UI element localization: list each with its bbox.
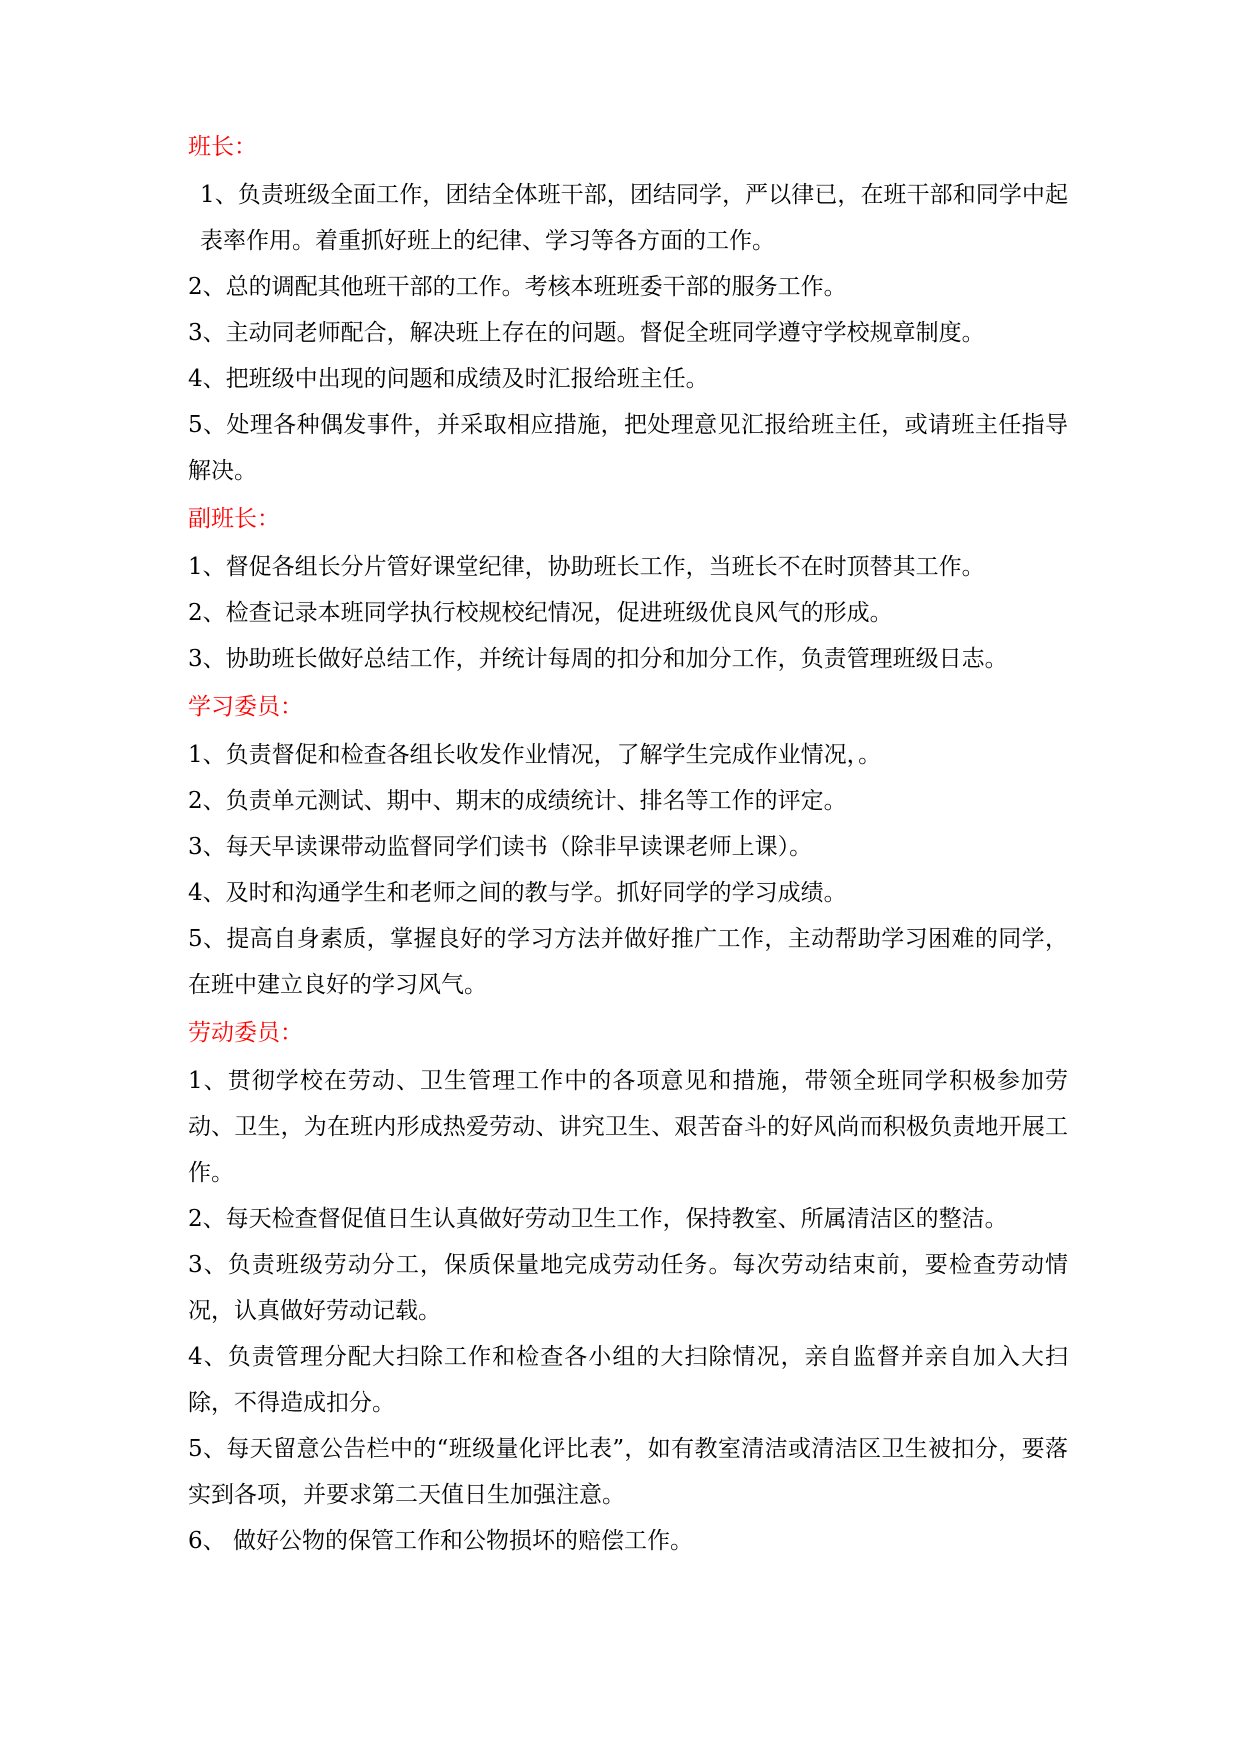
duty-item: 3、每天早读课带动监督同学们读书（除非早读课老师上课）。 (188, 834, 813, 860)
duty-item: 6、 做好公物的保管工作和公物损坏的赔偿工作。 (188, 1528, 693, 1554)
duty-item: 4、及时和沟通学生和老师之间的教与学。抓好同学的学习成绩。 (188, 880, 847, 906)
duty-item: 1、负责督促和检查各组长收发作业情况，了解学生完成作业情况，。 (188, 742, 882, 768)
duty-item: 5、处理各种偶发事件，并采取相应措施，把处理意见汇报给班主任，或请班主任指导解决。 (188, 412, 1068, 484)
duty-item: 2、检查记录本班同学执行校规校纪情况，促进班级优良风气的形成。 (188, 600, 893, 626)
section-heading-vice-monitor: 副班长： (188, 506, 280, 532)
duty-item: 2、负责单元测试、期中、期末的成绩统计、排名等工作的评定。 (188, 788, 847, 814)
duty-item: 4、负责管理分配大扫除工作和检查各小组的大扫除情况，亲自监督并亲自加入大扫除，不得造成扣分。 (188, 1344, 1068, 1416)
duty-item: 5、提高自身素质，掌握良好的学习方法并做好推广工作，主动帮助学习困难的同学，在班中建立良好的学习风气。 (188, 926, 1068, 998)
section-heading-study-committee: 学习委员： (188, 694, 303, 720)
duty-item: 3、主动同老师配合，解决班上存在的问题。督促全班同学遵守学校规章制度。 (188, 320, 985, 346)
document-page (188, 122, 1068, 1564)
duty-item: 1、负责班级全面工作，团结全体班干部，团结同学，严以律已，在班干部和同学中起表率作用。着重抓好班上的纪律、学习等各方面的工作。 (200, 182, 1068, 254)
duty-item: 3、协助班长做好总结工作，并统计每周的扣分和加分工作，负责管理班级日志。 (188, 646, 1008, 672)
duty-item: 5、每天留意公告栏中的“班级量化评比表”，如有教室清洁或清洁区卫生被扣分，要落实到各项，并要求第二天值日生加强注意。 (188, 1436, 1068, 1508)
duty-item: 2、总的调配其他班干部的工作。考核本班班委干部的服务工作。 (188, 274, 847, 300)
duty-item: 1、督促各组长分片管好课堂纪律，协助班长工作，当班长不在时顶替其工作。 (188, 554, 985, 580)
duty-item: 3、负责班级劳动分工，保质保量地完成劳动任务。每次劳动结束前，要检查劳动情况，认真做好劳动记载。 (188, 1252, 1068, 1324)
section-heading-class-monitor: 班长： (188, 134, 257, 160)
duty-item: 1、贯彻学校在劳动、卫生管理工作中的各项意见和措施，带领全班同学积极参加劳动、卫生，为在班内形成热爱劳动、讲究卫生、艰苦奋斗的好风尚而积极负责地开展工作。 (188, 1068, 1068, 1186)
duty-item: 4、把班级中出现的问题和成绩及时汇报给班主任。 (188, 366, 709, 392)
section-heading-labor-committee: 劳动委员： (188, 1020, 303, 1046)
duty-item: 2、每天检查督促值日生认真做好劳动卫生工作，保持教室、所属清洁区的整洁。 (188, 1206, 1008, 1232)
